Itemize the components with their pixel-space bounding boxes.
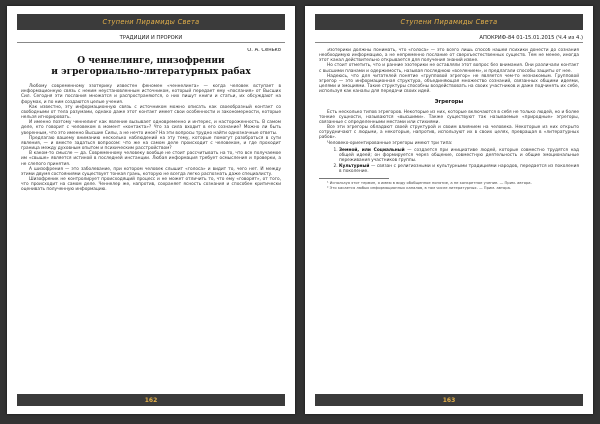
left-footer-band bbox=[17, 394, 285, 406]
paragraph: Как известно, эту информационную связь с источником можно описать как своеобразный контакт со свободными от тела разумами, однако даже этот контакт имеет свои особенности и закономерности, которые нельзя игнорировать. bbox=[21, 104, 281, 121]
right-content bbox=[319, 48, 579, 388]
right-section-header: АПОКРИФ-84 01-15.01.2015 (Ч.4 из 4.) bbox=[315, 33, 583, 43]
left-header-title: Ступени Пирамиды Света bbox=[102, 18, 200, 26]
right-footer-band bbox=[315, 394, 583, 406]
section-title: Эгрегоры bbox=[434, 99, 464, 106]
paragraph: И именно поэтому ченнелинг как явление вызывает одновременно и интерес, и настороженность. В самом деле, кто говорит с человеком в момент «контакта»? Что за сила входит в его сознание? Можно ли быть уверенным, что это именно Высшие Силы, а не нечто иное? На эти вопросы трудно найти однозначные ответы. bbox=[21, 120, 281, 136]
page-number: 163 bbox=[442, 396, 456, 404]
paragraph: Эзотерики должны понимать, что «голоса» — это всего лишь способ нашей психики донести до сознания необходимую информацию, а не непременно послание от сверхъестественных существ. Тем не менее, иногда этот канал действительно открывается для получения знаний извне. bbox=[319, 48, 579, 64]
paragraph: Надеюсь, что для читателей понятие «групповой эгрегор» не является чем-то незнакомым. Групповой эгрегор — это информационная структура, объединяющая множество сознаний, связанных общими идеями, целями и эмоциями. Такие структуры способны воздействовать на своих участников и даже подчинять их себе, используя как каналы для передачи своих идей. bbox=[319, 73, 579, 95]
right-header-title: Ступени Пирамиды Света bbox=[400, 18, 498, 26]
paragraph: Шизофреник не контролирует происходящий процесс и не может отличить то, что ему «говорят», от того, что происходит на самом деле. Ченнелер же, напротив, сохраняет ясность сознания и способен критически оценивать полученную информацию. bbox=[21, 176, 281, 193]
article-title: О ченнелинге, шизофрении и эгрегориально-литературных рабах bbox=[51, 56, 251, 78]
left-content bbox=[21, 48, 281, 388]
left-header-band bbox=[17, 14, 285, 30]
footnote-divider bbox=[319, 178, 389, 179]
right-header-band bbox=[315, 14, 583, 30]
left-section-header: ТРАДИЦИИ И ПРОРОКИ bbox=[17, 33, 285, 43]
page-number: 162 bbox=[144, 396, 158, 404]
paragraph: Есть несколько типов эгрегоров. Некоторые из них, которые включаются в себя не только людей, но и более тонкие сущности, называются «высшими». Также существуют так называемые «природные» эгрегоры, связанные с определенными местами или стихиями. bbox=[319, 109, 579, 125]
article-author: О. А. Сенько bbox=[247, 48, 281, 53]
paragraph: Все эти эгрегоры обладают своей структурой и своим влиянием на человека. Некоторые из них открыто сотрудничают с людьми, а некоторые, напротив, используют их в своих целях, превращая в «литературных рабов». bbox=[319, 125, 579, 141]
left-page bbox=[7, 6, 295, 414]
right-page bbox=[305, 6, 593, 414]
footnote: ² Это касается любых информационных каналов, в том числе литературных. — Прим. автора. bbox=[327, 185, 512, 190]
list-intro: Человеко-ориентированные эгрегоры имеют три типа: bbox=[327, 140, 453, 146]
paragraph: А шизофрения — это заболевание, при котором человек слышит «голоса» и видит то, чего нет. И между этими двумя состояниями существует тонкая грань, которую не всегда легко распознать даже специалисту. bbox=[21, 166, 281, 177]
footnote: ¹ Используя этот термин, я имею в виду обобщенное понятие, а не конкретное учение. — Прим. автора. bbox=[327, 181, 532, 186]
egregor-type-list bbox=[319, 148, 579, 175]
list-item: 1. Земной, или Социальный — создается при инициативе людей, которые совместно трудятся над общей идеей; он формируется через общение, совместную деятельность и общие эмоциональные переживания участников группы. bbox=[339, 148, 579, 163]
paragraph: В каком-то смысле — да. Современному человеку вообще не стоит рассчитывать на то, что все получаемое им «свыше» является истиной в последней инстанции. Любая информация требует осмысления и проверки, а не слепого принятия. bbox=[21, 151, 281, 167]
paragraph: Но стоит отметить, что и ранние эзотерики не оставляли этот вопрос без внимания. Они различали контакт с высшими планами и одержимость, называя последнюю «вселением», и предлагали способы защиты от нее. bbox=[319, 63, 579, 74]
paragraph: Любому современному эзотерику известен феномен «ченнелинга» — когда человек вступает в информационную связь с неким неустановленным источником, который передает ему «послания» от Высших Сил. Сегодня эти послания множатся и распространяются, о них пишут книги и статьи, их обсуждают на форумах, и по ним создаются целые учения. bbox=[21, 84, 281, 105]
paragraph: Предлагаю вашему вниманию несколько наблюдений на эту тему, которые помогут разобраться в сути явления, — и вместе задаться вопросом: что же на самом деле происходит с человеком, и где проходит граница между духовным опытом и психическим расстройством? bbox=[21, 135, 281, 152]
list-item: 2. Культурный — связан с религиозными и культурными традициями народов, передается из поколения в поколение. bbox=[339, 164, 579, 174]
